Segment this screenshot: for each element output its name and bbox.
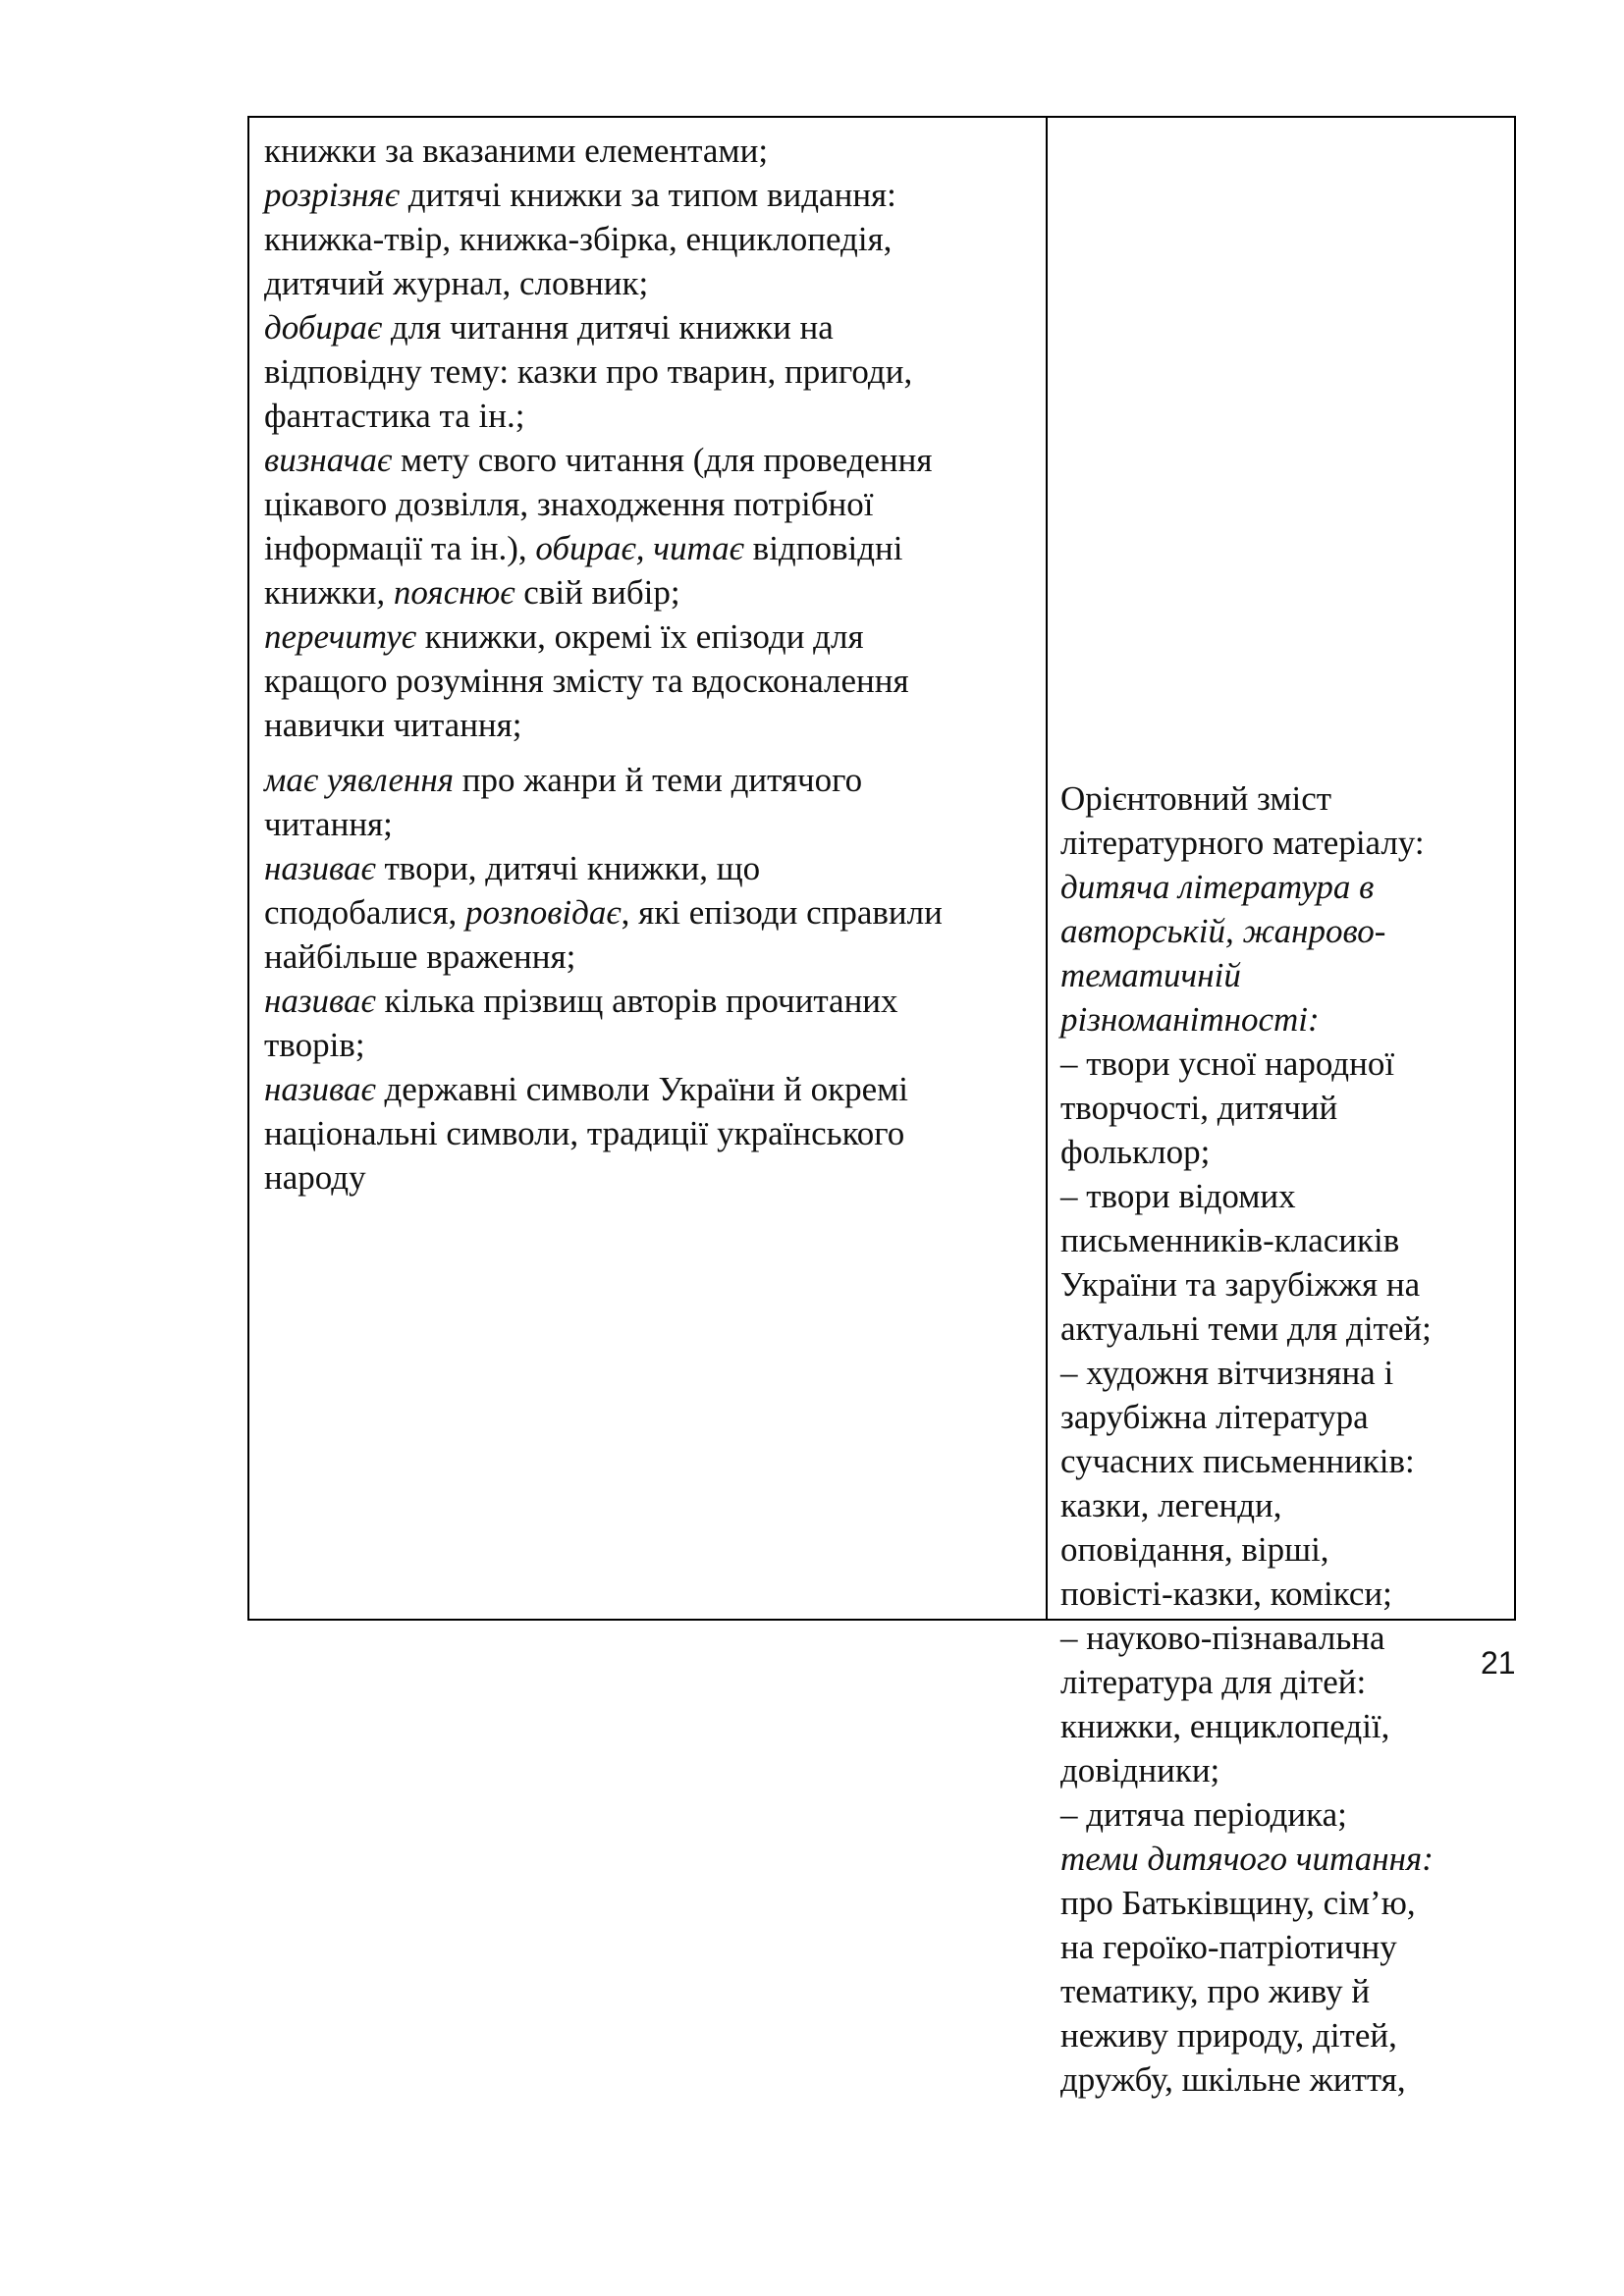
- outcomes-block-1: [264, 129, 1046, 747]
- learning-outcomes-cell: [249, 118, 1048, 1619]
- text-line: [264, 703, 1046, 747]
- text-segment: – твори відомих: [1060, 1177, 1296, 1215]
- text-segment: Орієнтовний зміст: [1060, 779, 1332, 818]
- text-segment: дитячий журнал, словник;: [264, 264, 649, 302]
- text-line: [1060, 1086, 1514, 1130]
- text-line: [264, 934, 1046, 979]
- text-segment: кілька прізвищ авторів прочитаних: [375, 982, 898, 1020]
- text-segment: України та зарубіжжя на: [1060, 1265, 1421, 1304]
- text-segment: повісті-казки, комікси;: [1060, 1575, 1392, 1613]
- text-segment: книжки за вказаними елементами;: [264, 132, 769, 170]
- text-line: [1060, 1439, 1514, 1483]
- text-segment: письменників-класиків: [1060, 1221, 1400, 1259]
- text-line: [264, 802, 1046, 846]
- text-line: [1060, 2013, 1514, 2057]
- text-segment: книжка-твір, книжка-збірка, енциклопедія,: [264, 220, 893, 258]
- text-line: [1060, 1881, 1514, 1925]
- text-line: [264, 846, 1046, 890]
- text-segment: книжки, окремі їх епізоди для: [416, 617, 864, 656]
- text-line: [1060, 997, 1514, 1041]
- text-segment: про жанри й теми дитячого: [453, 761, 863, 799]
- text-line: [1060, 1041, 1514, 1086]
- text-line: [264, 570, 1046, 614]
- text-segment: – твори усної народної: [1060, 1044, 1395, 1083]
- text-line: [1060, 909, 1514, 953]
- text-line: [264, 659, 1046, 703]
- italic-text: називає: [264, 982, 376, 1020]
- text-segment: творчості, дитячий: [1060, 1089, 1338, 1127]
- italic-text: обирає, читає: [535, 529, 744, 567]
- text-line: [1060, 865, 1514, 909]
- text-line: [1060, 1837, 1514, 1881]
- text-line: [1060, 821, 1514, 865]
- text-segment: творів;: [264, 1026, 365, 1064]
- italic-text: має уявлення: [264, 761, 454, 799]
- text-segment: цікавого дозвілля, знаходження потрібної: [264, 485, 874, 523]
- text-segment: дружбу, шкільне життя,: [1060, 2060, 1406, 2099]
- text-line: [1060, 1527, 1514, 1572]
- italic-text: теми дитячого читання:: [1060, 1840, 1434, 1878]
- outcomes-block-2: [264, 758, 1046, 1200]
- text-line: [264, 438, 1046, 482]
- content-block: [1060, 776, 1514, 2102]
- italic-text: , пояснює: [376, 573, 515, 612]
- italic-text: визначає: [264, 441, 393, 479]
- text-segment: книжки: [264, 573, 377, 612]
- text-line: [1060, 1307, 1514, 1351]
- text-line: [1060, 1218, 1514, 1262]
- italic-text: розповідає: [465, 893, 622, 932]
- italic-text: перечитує: [264, 617, 417, 656]
- text-line: [1060, 1925, 1514, 1969]
- text-segment: неживу природу, дітей,: [1060, 2016, 1397, 2055]
- text-line: [1060, 1351, 1514, 1395]
- text-line: [264, 394, 1046, 438]
- text-segment: народу: [264, 1158, 366, 1197]
- text-line: [1060, 1704, 1514, 1748]
- text-line: [264, 305, 1046, 349]
- text-line: [1060, 776, 1514, 821]
- italic-text: добирає: [264, 308, 383, 347]
- text-line: [1060, 1262, 1514, 1307]
- text-line: [264, 173, 1046, 217]
- text-line: [264, 890, 1046, 934]
- text-line: [1060, 1483, 1514, 1527]
- text-segment: зарубіжна література: [1060, 1398, 1369, 1436]
- text-line: [264, 758, 1046, 802]
- text-segment: відповідну тему: казки про тварин, пригоди,: [264, 352, 913, 391]
- text-segment: інформації та ін.),: [264, 529, 536, 567]
- text-line: [264, 979, 1046, 1023]
- text-segment: книжки, енциклопедії,: [1060, 1707, 1390, 1745]
- italic-text: дитяча література в: [1060, 868, 1375, 906]
- text-line: [1060, 1572, 1514, 1616]
- text-line: [264, 614, 1046, 659]
- text-segment: – художня вітчизняна і: [1060, 1354, 1394, 1392]
- text-segment: довідники;: [1060, 1751, 1220, 1789]
- text-segment: на героїко-патріотичну: [1060, 1928, 1397, 1966]
- text-segment: література для дітей:: [1060, 1663, 1367, 1701]
- text-line: [1060, 1130, 1514, 1174]
- text-line: [264, 482, 1046, 526]
- text-line: [264, 349, 1046, 394]
- text-segment: сучасних письменників:: [1060, 1442, 1415, 1480]
- text-line: [264, 261, 1046, 305]
- text-line: [264, 1023, 1046, 1067]
- text-segment: , які епізоди справили: [621, 893, 943, 932]
- text-segment: – дитяча періодика;: [1060, 1795, 1347, 1834]
- text-line: [1060, 1969, 1514, 2013]
- text-segment: твори, дитячі книжки, що: [375, 849, 761, 887]
- text-line: [1060, 953, 1514, 997]
- text-line: [1060, 1616, 1514, 1660]
- text-line: [264, 217, 1046, 261]
- text-segment: національні символи, традиції українського: [264, 1114, 905, 1152]
- text-line: [264, 129, 1046, 173]
- text-segment: – науково-пізнавальна: [1060, 1619, 1385, 1657]
- text-segment: тематику, про живу й: [1060, 1972, 1371, 2010]
- text-segment: літературного матеріалу:: [1060, 824, 1425, 862]
- text-segment: читання;: [264, 805, 393, 843]
- text-line: [264, 1111, 1046, 1155]
- text-line: [1060, 1395, 1514, 1439]
- text-segment: актуальні теми для дітей;: [1060, 1309, 1432, 1348]
- text-line: [1060, 1660, 1514, 1704]
- text-segment: сподобалися,: [264, 893, 466, 932]
- italic-text: авторській, жанрово-: [1060, 912, 1386, 950]
- italic-text: різноманітності:: [1060, 1000, 1320, 1039]
- page-number: 21: [1481, 1645, 1516, 1681]
- text-segment: найбільше враження;: [264, 937, 576, 976]
- text-line: [264, 1067, 1046, 1111]
- italic-text: називає: [264, 1070, 376, 1108]
- text-segment: свій вибір;: [514, 573, 680, 612]
- italic-text: розрізняє: [264, 176, 400, 214]
- text-line: [1060, 1748, 1514, 1792]
- text-line: [1060, 1792, 1514, 1837]
- text-segment: фантастика та ін.;: [264, 397, 525, 435]
- text-line: [1060, 2057, 1514, 2102]
- text-segment: фольклор;: [1060, 1133, 1211, 1171]
- text-segment: для читання дитячі книжки на: [382, 308, 834, 347]
- text-segment: навички читання;: [264, 706, 522, 744]
- text-segment: державні символи України й окремі: [375, 1070, 909, 1108]
- text-segment: дитячі книжки за типом видання:: [399, 176, 896, 214]
- text-segment: мету свого читання (для проведення: [392, 441, 933, 479]
- text-line: [264, 1155, 1046, 1200]
- text-segment: про Батьківщину, сім’ю,: [1060, 1884, 1416, 1922]
- text-segment: кращого розуміння змісту та вдосконалення: [264, 662, 909, 700]
- text-line: [1060, 1174, 1514, 1218]
- italic-text: тематичній: [1060, 956, 1241, 994]
- text-segment: казки, легенди,: [1060, 1486, 1282, 1524]
- text-segment: оповідання, вірші,: [1060, 1530, 1329, 1569]
- italic-text: називає: [264, 849, 376, 887]
- text-segment: відповідні: [743, 529, 903, 567]
- text-line: [264, 526, 1046, 570]
